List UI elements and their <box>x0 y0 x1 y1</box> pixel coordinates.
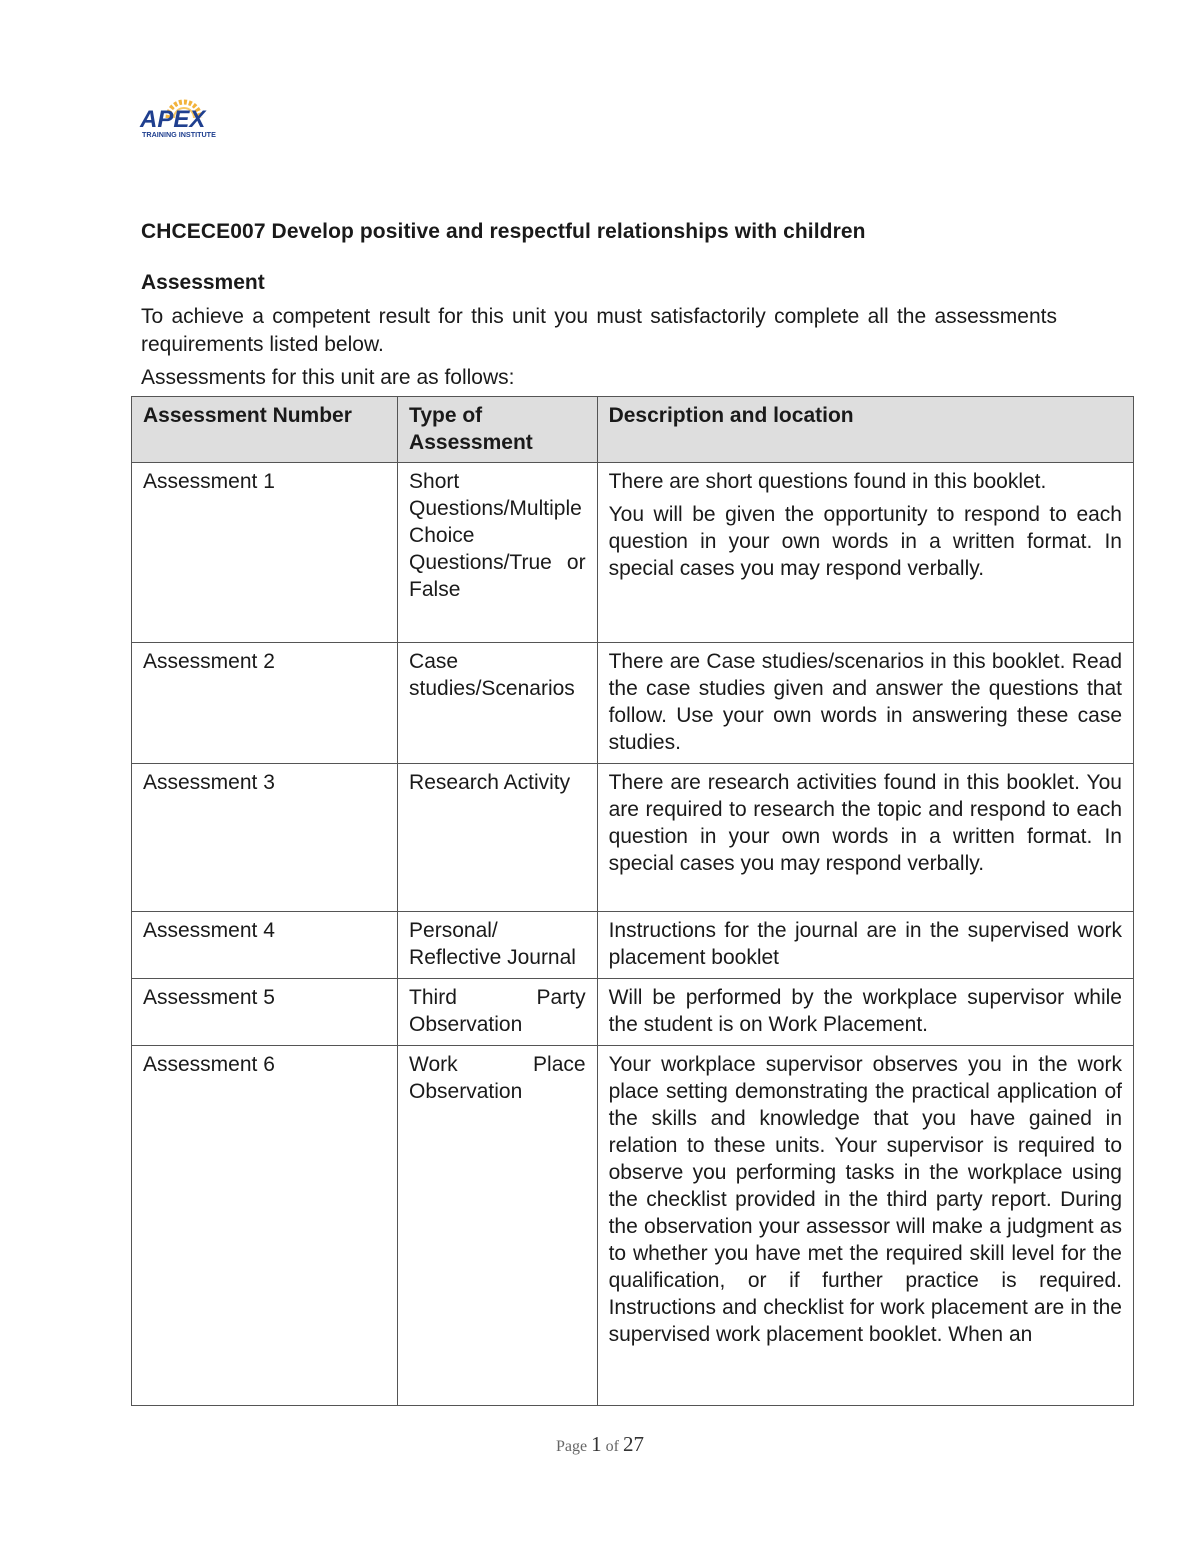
assessment-description-cell <box>597 912 1133 979</box>
description-line: Your workplace supervisor observes you in the work place setting demonstrating the practical application of the skills and knowledge that you have gained in relation to these units. Your supervisor is required to observe you performing tasks in the workplace using the checklist provided in the third party report. During the observation your assessor will make a judgment as to whether you have met the required skill level for the qualification, or if further practice is required. Instructions and checklist for work placement are in the supervised work placement booklet. When an <box>608 1053 1122 1346</box>
logo-subtitle: TRAINING INSTITUTE <box>142 130 216 139</box>
assessment-heading: Assessment <box>141 271 265 294</box>
page-footer <box>0 1432 1200 1457</box>
table-row <box>132 912 1134 979</box>
current-page-number: 1 <box>591 1432 602 1456</box>
assessment-description-cell <box>597 463 1133 643</box>
header-type: Type of Assessment <box>398 397 598 463</box>
assessment-type-cell: Work Place Observation <box>398 1046 598 1406</box>
assessment-number-cell: Assessment 4 <box>132 912 398 979</box>
assessment-type-cell: Short Questions/Multiple Choice Questions/True or False <box>398 463 598 643</box>
table-row <box>132 463 1134 643</box>
assessment-number-cell: Assessment 5 <box>132 979 398 1046</box>
header-assessment-number: Assessment Number <box>132 397 398 463</box>
assessment-type-cell: Research Activity <box>398 764 598 912</box>
assessment-type-cell: Third Party Observation <box>398 979 598 1046</box>
of-label: of <box>605 1438 619 1455</box>
description-line: Instructions for the journal are in the supervised work placement booklet <box>608 919 1122 969</box>
assessment-description-cell <box>597 764 1133 912</box>
assessment-number-cell: Assessment 6 <box>132 1046 398 1406</box>
table-row <box>132 764 1134 912</box>
logo-wordmark: APEX <box>140 106 206 133</box>
description-line: There are Case studies/scenarios in this booklet. Read the case studies given and answer the questions that follow. Use your own words in answering these case studies. <box>608 650 1122 754</box>
description-line: You will be given the opportunity to respond to each question in your own words in a written format. In special cases you may respond verbally. <box>608 503 1122 580</box>
description-line: There are research activities found in this booklet. You are required to research the topic and respond to each question in your own words in a written format. In special cases you may respond verbally. <box>608 771 1122 875</box>
header-description: Description and location <box>597 397 1133 463</box>
intro-text: To achieve a competent result for this unit you must satisfactorily complete all the assessments requirements listed below. <box>141 305 1057 356</box>
followup-text: Assessments for this unit are as follows: <box>141 366 515 389</box>
table-row <box>132 1046 1134 1406</box>
assessment-description-cell <box>597 1046 1133 1406</box>
page-label: Page <box>556 1438 588 1455</box>
description-line: There are short questions found in this booklet. <box>608 470 1047 493</box>
assessment-number-cell: Assessment 3 <box>132 764 398 912</box>
table-header-row <box>132 397 1134 463</box>
assessment-description-cell <box>597 643 1133 764</box>
assessment-number-cell: Assessment 2 <box>132 643 398 764</box>
description-line: Will be performed by the workplace supervisor while the student is on Work Placement. <box>608 986 1122 1036</box>
assessment-type-cell: Personal/ Reflective Journal <box>398 912 598 979</box>
total-pages: 27 <box>622 1432 644 1456</box>
unit-title: CHCECE007 Develop positive and respectful relationships with children <box>141 220 866 243</box>
assessment-number-cell: Assessment 1 <box>132 463 398 643</box>
table-row <box>132 979 1134 1046</box>
assessment-type-cell: Case studies/Scenarios <box>398 643 598 764</box>
assessment-table <box>131 396 1134 1406</box>
table-row <box>132 643 1134 764</box>
assessment-description-cell <box>597 979 1133 1046</box>
